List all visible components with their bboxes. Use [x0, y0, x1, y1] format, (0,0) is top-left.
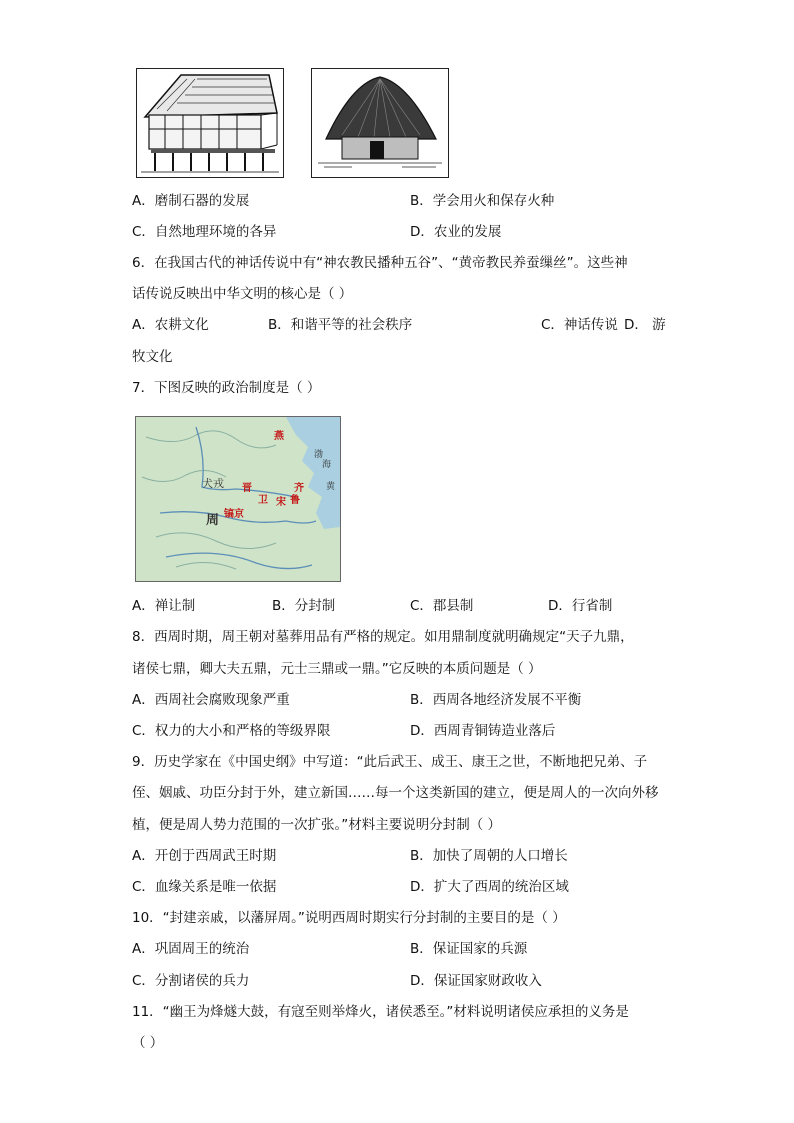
q11-stem-line2: （ ） — [132, 1035, 164, 1051]
q7-option-c[interactable]: C．郡县制 — [410, 598, 474, 614]
q8-option-d[interactable]: D．西周青铜铸造业落后 — [410, 723, 556, 739]
q11-stem-line1: 11．“幽王为烽燧大鼓，有寇至则举烽火，诸侯悉至。”材料说明诸侯应承担的义务是 — [132, 1004, 629, 1020]
map-state-jin: 晋 — [242, 483, 252, 494]
q6-stem-line1: 6．在我国古代的神话传说中有“神农教民播种五谷”、“黄帝教民养蚕缫丝”。这些神 — [132, 255, 628, 271]
q8-stem-line1: 8．西周时期，周王朝对墓葬用品有严格的规定。如用鼎制度就明确规定“天子九鼎， — [132, 629, 634, 645]
q7-stem: 7．下图反映的政治制度是（ ） — [132, 380, 321, 396]
q10-option-b[interactable]: B．保证国家的兵源 — [410, 941, 528, 957]
q8-stem-line2: 诸侯七鼎，卿大夫五鼎，元士三鼎或一鼎。”它反映的本质问题是（ ） — [132, 661, 542, 677]
map-state-song: 宋 — [276, 497, 286, 508]
map-drawing — [136, 417, 340, 581]
q9-stem-line3: 植，便是周人势力范围的一次扩张。”材料主要说明分封制（ ） — [132, 817, 502, 833]
q7-option-a[interactable]: A．禅让制 — [132, 598, 196, 614]
map-state-yan: 燕 — [274, 431, 284, 442]
q10-option-d[interactable]: D．保证国家财政收入 — [410, 973, 542, 989]
thatched-hut-image — [311, 68, 449, 178]
map-state-qi: 齐 — [294, 483, 304, 494]
map-sea-label-3: 黄 — [326, 482, 336, 492]
q7-option-b[interactable]: B．分封制 — [272, 598, 336, 614]
q6-option-c[interactable]: C．神话传说 — [541, 317, 618, 333]
q8-option-a[interactable]: A．西周社会腐败现象严重 — [132, 692, 290, 708]
map-label-haojing: 镐京 — [224, 509, 244, 520]
q8-option-c[interactable]: C．权力的大小和严格的等级界限 — [132, 723, 331, 739]
map-state-wei: 卫 — [258, 495, 268, 506]
q10-option-a[interactable]: A．巩固周王的统治 — [132, 941, 250, 957]
stilt-house-drawing — [137, 69, 283, 177]
q9-option-a[interactable]: A．开创于西周武王时期 — [132, 848, 277, 864]
stilt-house-image — [136, 68, 284, 178]
q5-option-b[interactable]: B．学会用火和保存火种 — [410, 193, 555, 209]
q5-option-a[interactable]: A．磨制石器的发展 — [132, 193, 250, 209]
map-state-lu: 鲁 — [290, 495, 300, 506]
map-sea-label-1: 渤 — [314, 450, 324, 460]
q6-option-a[interactable]: A．农耕文化 — [132, 317, 209, 333]
q9-option-d[interactable]: D．扩大了西周的统治区域 — [410, 879, 569, 895]
q7-option-d[interactable]: D．行省制 — [548, 598, 613, 614]
q10-stem: 10．“封建亲戚，以藩屏周。”说明西周时期实行分封制的主要目的是（ ） — [132, 910, 566, 926]
q6-option-b[interactable]: B．和谐平等的社会秩序 — [268, 317, 413, 333]
q6-stem-line2: 话传说反映出中华文明的核心是（ ） — [132, 286, 353, 302]
q9-stem-line2: 侄、姻戚、功臣分封于外，建立新国……每一个这类新国的建立，便是周人的一次向外移 — [132, 785, 659, 801]
thatched-hut-drawing — [312, 69, 448, 177]
q9-stem-line1: 9．历史学家在《中国史纲》中写道：“此后武王、成王、康王之世，不断地把兄弟、子 — [132, 754, 648, 770]
q8-option-b[interactable]: B．西周各地经济发展不平衡 — [410, 692, 582, 708]
western-zhou-fengjian-map — [135, 416, 341, 582]
q9-option-b[interactable]: B．加快了周朝的人口增长 — [410, 848, 568, 864]
q6-option-d[interactable]: D． 游 — [624, 317, 666, 333]
q5-option-c[interactable]: C．自然地理环境的各异 — [132, 224, 277, 240]
q10-option-c[interactable]: C．分割诸侯的兵力 — [132, 973, 250, 989]
map-label-quanrong: 犬戎 — [202, 477, 224, 490]
q6-option-d-continued[interactable]: 牧文化 — [132, 349, 173, 365]
map-sea-label-2: 海 — [322, 460, 332, 470]
map-label-zhou: 周 — [206, 513, 220, 528]
q5-option-d[interactable]: D．农业的发展 — [410, 224, 502, 240]
q9-option-c[interactable]: C．血缘关系是唯一依据 — [132, 879, 277, 895]
